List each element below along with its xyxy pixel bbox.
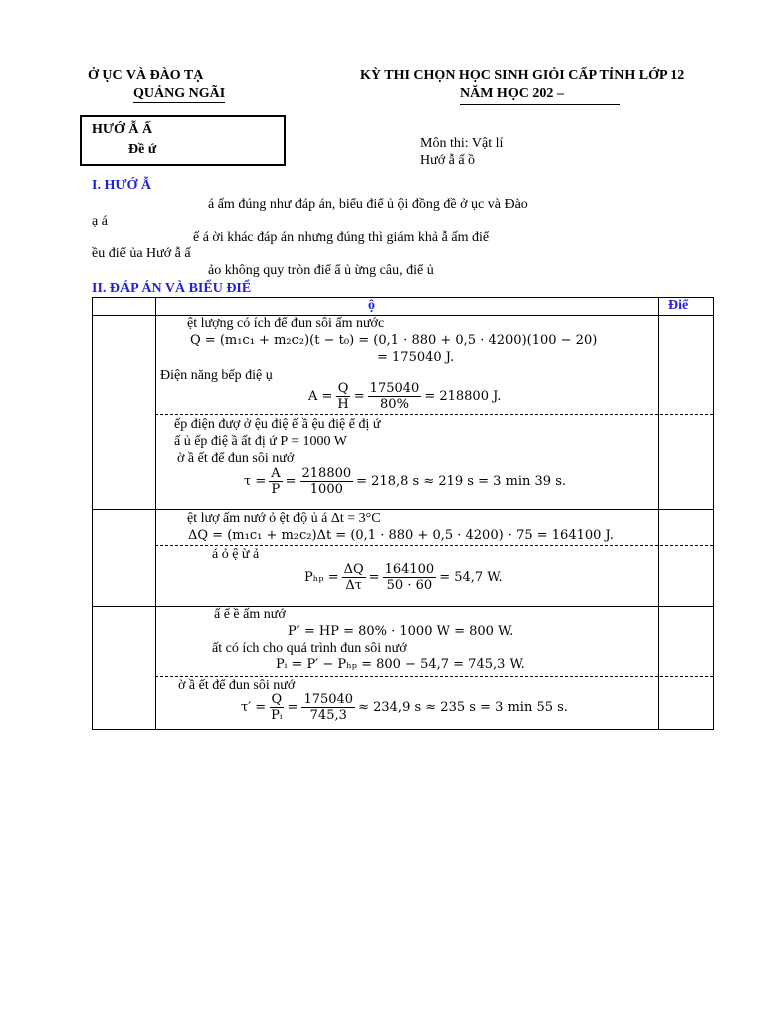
exam-guide-note: Hướ ẫ ấ ồ bbox=[420, 153, 476, 168]
row2-text-1: ếp điện đượ ở ệu điệ ế ầ ệu điệ ể đị ứ bbox=[174, 417, 381, 432]
exam-subject: Môn thi: Vật lí bbox=[420, 136, 504, 151]
section-1-line-5: ảo không quy tròn điể ẩ ủ ừng câu, điể ủ bbox=[208, 263, 434, 278]
row1-equation-heat: Q = (m₁c₁ + m₂c₂)(t − t₀) = (0,1 · 880 + 0,5 · 4200)(100 − 20) bbox=[190, 333, 598, 348]
section-1-line-4: ều điể ủa Hướ ẫ ấ bbox=[92, 246, 191, 261]
row2-equation-time: τ = $\frac{A}{P}$ = $\frac{218800}{1000}$ = 218,8 s ≈ 219 s = 3 min 39 s. bbox=[244, 466, 567, 497]
row2-text-3: ờ ầ ết để đun sôi nướ bbox=[177, 451, 295, 466]
section-1-title: I. HƯỚ Ẫ bbox=[92, 178, 151, 193]
row1-text-1: ệt lượng có ích để đun sôi ấm nước bbox=[187, 316, 385, 331]
table-header-score: Điể bbox=[668, 298, 689, 313]
school-year-underline bbox=[460, 104, 620, 105]
row4-text-2: ất có ích cho quá trình đun sôi nướ bbox=[212, 641, 407, 656]
row1-equation-heat-result: = 175040 J. bbox=[377, 350, 455, 365]
row3-text-1: ệt lượ ấm nướ ỏ ệt độ ủ á Δt = 3°C bbox=[187, 511, 381, 526]
section-1-line-2: ạ á bbox=[92, 214, 108, 229]
row2-text-2: ấ ủ ếp điệ ầ ất đị ứ P = 1000 W bbox=[174, 434, 347, 449]
row4-text-1: ấ ế ề ấm nướ bbox=[214, 607, 286, 622]
row1-equation-energy: A = $\frac{Q}{H}$ = $\frac{175040}{80\%}$ = 218800 J. bbox=[308, 381, 502, 412]
department-name: Ở ỤC VÀ ĐÀO TẠ bbox=[88, 68, 204, 83]
section-2-title: II. ĐÁP ÁN VÀ BIỂU ĐIỂ bbox=[92, 281, 252, 296]
exam-title: KỲ THI CHỌN HỌC SINH GIỎI CẤP TỈNH LỚP 12 bbox=[360, 68, 685, 83]
row5-equation-new-time: τ′ = $\frac{Q}{\text{Pᵢ}}$ = $\frac{175040}{745,3}$ ≈ 234,9 s ≈ 235 s = 3 min 55 s. bbox=[241, 692, 568, 723]
guide-title-line2: Đề ứ bbox=[128, 142, 157, 157]
row3-equation-heat-loss: ΔQ = (m₁c₁ + m₂c₂)Δt = (0,1 · 880 + 0,5 · 4200) · 75 = 164100 J. bbox=[188, 528, 614, 543]
guide-title-line1: HƯỚ Ẫ Ấ bbox=[92, 122, 153, 137]
row4-equation-useful-power: Pᵢ = P′ − Pₕₚ = 800 − 54,7 = 745,3 W. bbox=[276, 657, 525, 672]
row4-equation-supplied-power: P′ = HP = 80% · 1000 W = 800 W. bbox=[288, 624, 514, 639]
province-name: QUẢNG NGÃI bbox=[133, 86, 226, 101]
school-year: NĂM HỌC 202 – bbox=[460, 86, 564, 101]
row3-equation-loss-power: Pₕₚ = $\frac{\Delta Q}{\Delta\tau}$ = $\frac{164100}{50 \cdot 60}$ = 54,7 W. bbox=[304, 562, 503, 593]
row3-text-2: á ỏ ệ ừ ả bbox=[212, 547, 260, 562]
section-1-line-1: á ấm đúng như đáp án, biểu điể ủ ội đồng đề ở ục và Đào bbox=[208, 197, 528, 212]
row5-text-1: ờ ầ ết để đun sôi nướ bbox=[178, 678, 296, 693]
table-header-content: ộ bbox=[368, 298, 375, 313]
row1-text-2: Điện năng bếp điệ ụ bbox=[160, 368, 273, 383]
section-1-line-3: ế á ời khác đáp án nhưng đúng thì giám khả ẫ ấm điể bbox=[193, 230, 490, 245]
